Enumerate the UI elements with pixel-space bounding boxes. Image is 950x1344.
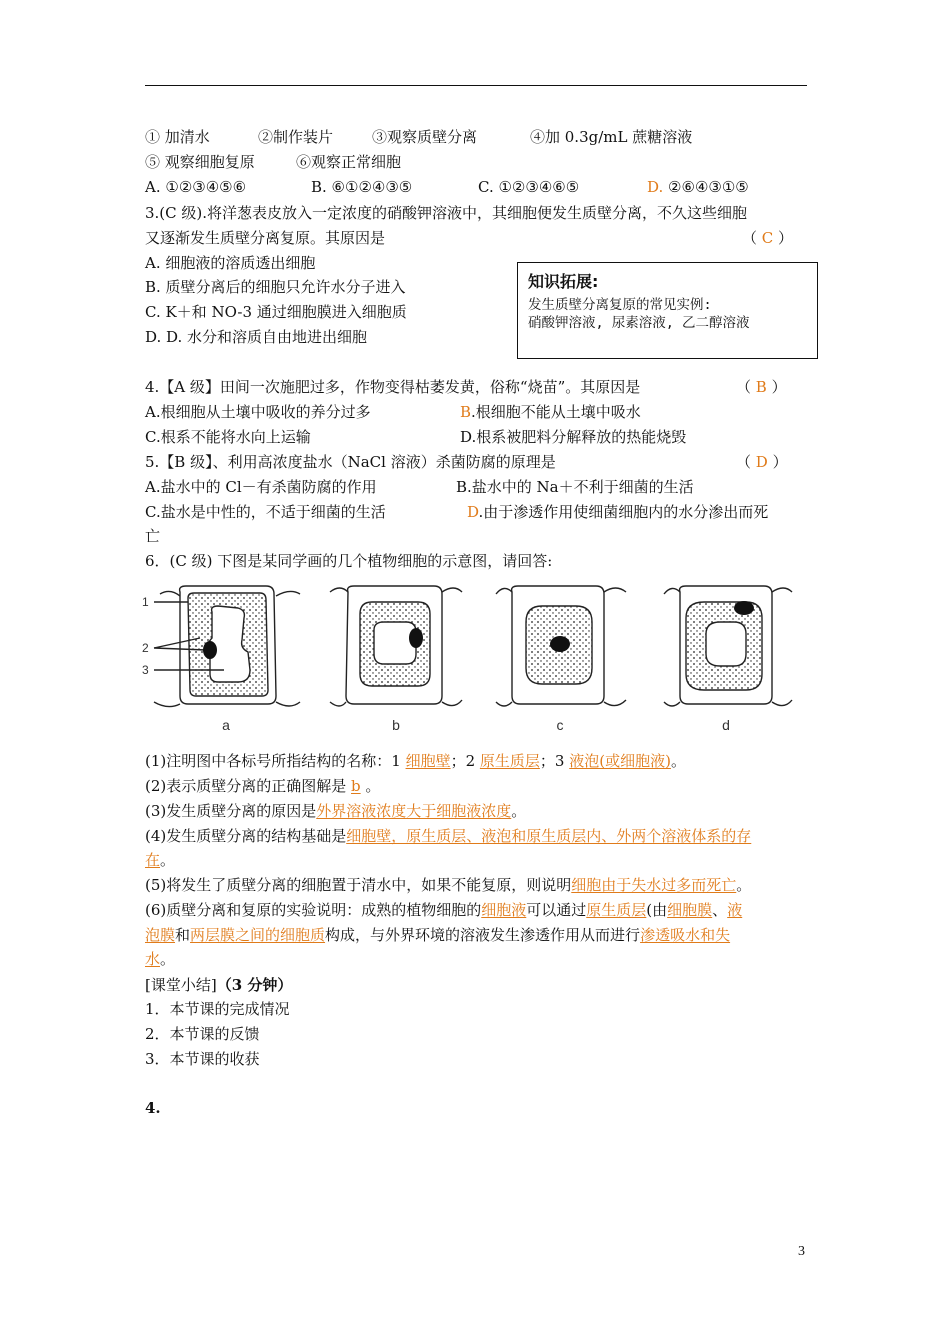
- q6-sub-6-cont: 泡膜和两层膜之间的细胞质构成，与外界环境的溶液发生渗透作用从而进行渗透吸水和失: [145, 926, 731, 944]
- summary-title: [课堂小结]（3 分钟）: [145, 976, 293, 994]
- cell-label-d: d: [722, 717, 730, 733]
- nucleus-b: [409, 628, 423, 648]
- q6-sub-6-cont2: 水。: [145, 950, 176, 968]
- q5-option-d-letter: D: [467, 503, 479, 521]
- summary-item-2: 2．本节课的反馈: [145, 1025, 260, 1043]
- callout-1: 1: [142, 595, 149, 609]
- nucleus-a: [203, 641, 217, 659]
- q2-option-c: C. ①②③④⑥⑤: [478, 178, 580, 196]
- q3-option-a: A. 细胞液的溶质透出细胞: [145, 254, 316, 272]
- header-rule: [145, 85, 807, 86]
- cell-label-b: b: [392, 717, 400, 733]
- q5-option-d: [467, 502, 768, 522]
- q3-option-b: B. 质壁分离后的细胞只允许水分子进入: [145, 278, 406, 296]
- q2-option-d: [647, 177, 749, 197]
- step-4: ④加 0.3g/mL 蔗糖溶液: [530, 128, 693, 146]
- q6-sub-6: (6)质壁分离和复原的实验说明：成熟的植物细胞的细胞液可以通过原生质层(由细胞膜、液: [145, 901, 743, 919]
- q2-option-a: A. ①②③④⑤⑥: [145, 178, 247, 196]
- knowledge-box-title: 知识拓展:: [528, 272, 599, 291]
- q2-option-d-text: ②⑥④③①⑤: [668, 178, 749, 196]
- q3-stem-line2: 又逐渐发生质壁分离复原。其原因是: [145, 229, 386, 247]
- q5-option-a: A.盐水中的 Cl－有杀菌防腐的作用: [145, 478, 377, 496]
- step-2: ②制作装片: [258, 128, 334, 146]
- q4-option-d: D.根系被肥料分解释放的热能烧毁: [460, 428, 687, 446]
- page-number: 3: [798, 1244, 805, 1259]
- q6-sub-1: (1)注明图中各标号所指结构的名称：1 细胞壁；2 原生质层；3 液泡(或细胞液)。: [145, 752, 686, 770]
- cell-b: [330, 586, 462, 706]
- q6-sub-5: (5)将发生了质壁分离的细胞置于清水中，如果不能复原，则说明细胞由于失水过多而死亡。: [145, 876, 752, 894]
- q2-option-b: B. ⑥①②④③⑤: [311, 178, 413, 196]
- q6-sub-2: (2)表示质壁分离的正确图解是 b 。: [145, 777, 381, 795]
- step-6: ⑥观察正常细胞: [296, 153, 402, 171]
- q5-answer: D: [755, 453, 768, 471]
- trailing-item-number: 4.: [145, 1099, 161, 1117]
- q3-answer: C: [761, 229, 774, 247]
- q6-sub-3: (3)发生质壁分离的原因是外界溶液浓度大于细胞液浓度。: [145, 802, 527, 820]
- nucleus-c: [550, 636, 570, 652]
- cell-d: [664, 586, 792, 706]
- q3-option-d: D. D. 水分和溶质自由地进出细胞: [145, 328, 368, 346]
- callout-3: 3: [142, 663, 149, 677]
- q5-stem: 5.【B 级】、利用高浓度盐水（NaCl 溶液）杀菌防腐的原理是: [145, 453, 556, 471]
- q5-answer-bracket: （ D ）: [736, 453, 788, 471]
- cell-label-c: c: [556, 717, 564, 733]
- q5-option-d-text: .由于渗透作用使细菌细胞内的水分渗出而死: [478, 503, 769, 521]
- q2-answer-letter: D.: [647, 178, 664, 196]
- q5-option-b: B.盐水中的 Na＋不利于细菌的生活: [456, 478, 694, 496]
- q3-stem-line1: 3.(C 级).将洋葱表皮放入一定浓度的硝酸钾溶液中，其细胞便发生质壁分离，不久这些细胞: [145, 204, 748, 222]
- callout-2: 2: [142, 641, 149, 655]
- step-5: ⑤ 观察细胞复原: [145, 153, 255, 171]
- knowledge-box-line-1: 发生质壁分离复原的常见实例:: [528, 297, 712, 313]
- q4-option-b-text: .根细胞不能从土壤中吸水: [471, 403, 641, 421]
- cell-a: [154, 586, 300, 707]
- step-3: ③观察质壁分离: [372, 128, 478, 146]
- knowledge-box: [517, 262, 818, 359]
- q4-option-c: C.根系不能将水向上运输: [145, 428, 311, 446]
- q6-sub-4-cont: 在。: [145, 851, 176, 869]
- knowledge-box-line-2: 硝酸钾溶液, 尿素溶液, 乙二醇溶液: [528, 315, 750, 331]
- q4-option-b: [460, 402, 641, 422]
- q3-option-c: C. K＋和 NO-3 通过细胞膜进入细胞质: [145, 303, 407, 321]
- q4-option-b-letter: B: [460, 403, 472, 421]
- q5-option-d-tail: 亡: [145, 527, 161, 545]
- q3-answer-bracket: （ C ）: [742, 229, 794, 247]
- q5-option-c: C.盐水是中性的，不适于细菌的生活: [145, 503, 386, 521]
- q6-stem: 6．(C 级) 下图是某同学画的几个植物细胞的示意图，请回答:: [145, 552, 553, 570]
- plant-cell-figure: [140, 578, 800, 738]
- q4-answer-bracket: （ B ）: [736, 378, 787, 396]
- step-1: ① 加清水: [145, 128, 210, 146]
- summary-item-3: 3．本节课的收获: [145, 1050, 260, 1068]
- q4-stem: 4.【A 级】田间一次施肥过多，作物变得枯萎发黄，俗称“烧苗”。其原因是: [145, 378, 641, 396]
- nucleus-d: [734, 601, 754, 615]
- q4-option-a: A.根细胞从土壤中吸收的养分过多: [145, 403, 371, 421]
- q6-sub-4: (4)发生质壁分离的结构基础是细胞壁，原生质层、液泡和原生质层内、外两个溶液体系的存: [145, 827, 752, 845]
- q4-answer: B: [755, 378, 767, 396]
- cell-label-a: a: [222, 717, 230, 733]
- summary-item-1: 1．本节课的完成情况: [145, 1000, 290, 1018]
